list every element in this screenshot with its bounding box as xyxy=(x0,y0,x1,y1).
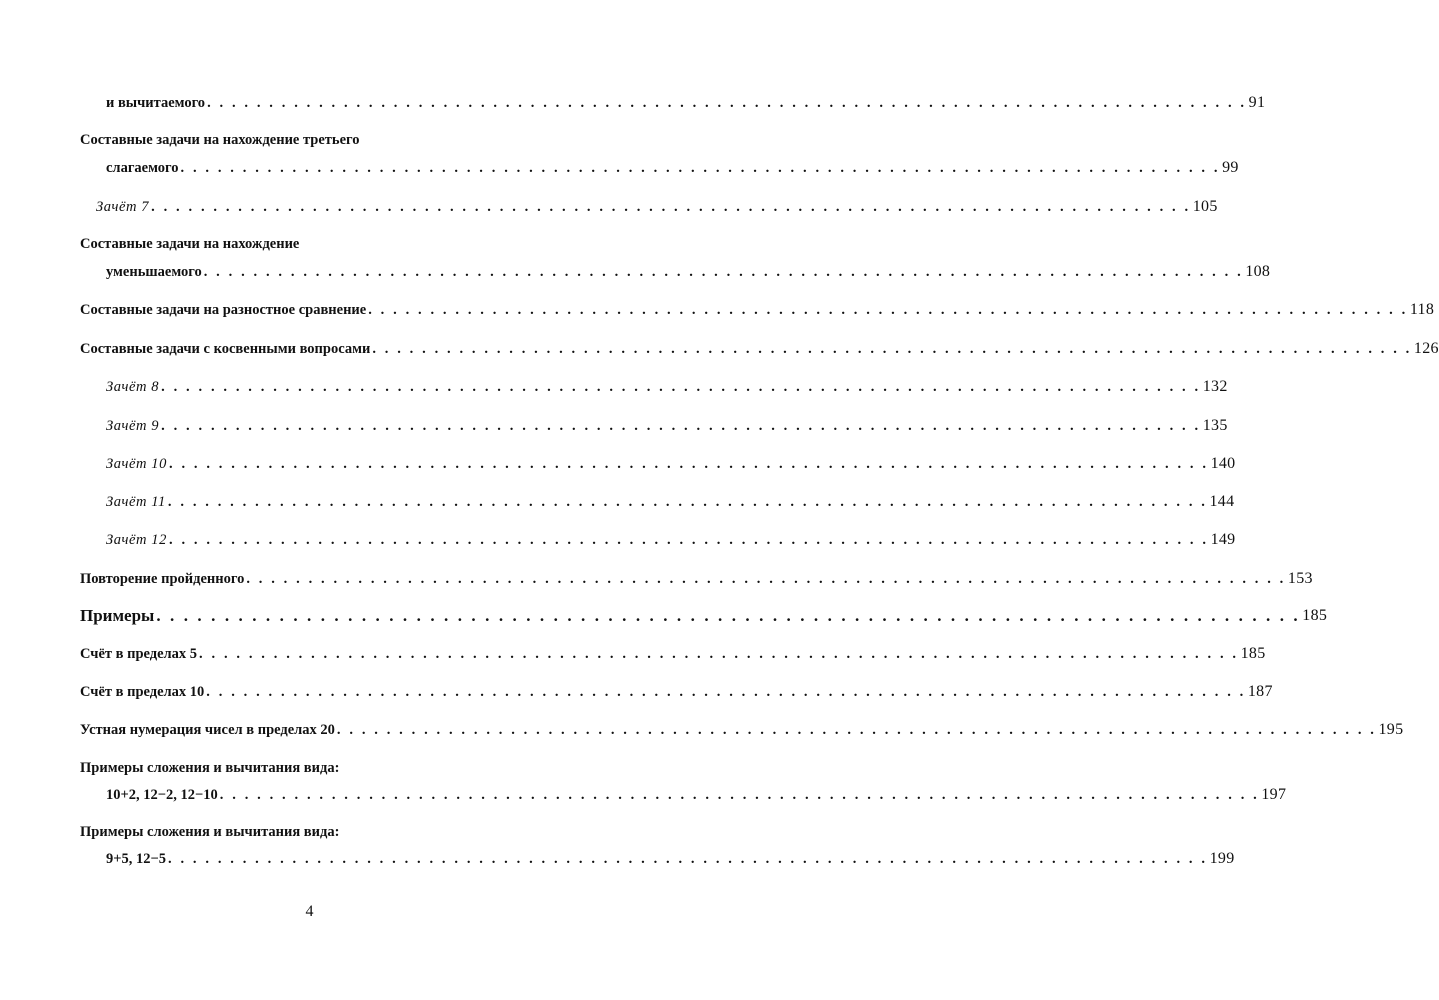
dot-leader: . . . . . . . . . . . . . . . . . . . . . . . . . . . . . . . . . . . . . . . . . . . . . . . . . . . . . . . . . . . . . . . . . . . . . . . . . . . . . . . . . . . . xyxy=(203,264,1244,280)
dot-leader: . . . . . . . . . . . . . . . . . . . . . . . . . . . . . . . . . . . . . . . . . . . . . . . . . . . . . . . . . . . . . . . . . . . . . . . . . . . . . . . . . . . . xyxy=(151,199,1191,215)
dot-leader: . . . . . . . . . . . . . . . . . . . . . . . . . . . . . . . . . . . . . . . . . . . . . . . . . . . . . . . . . . . . . . . . . . . . . . . . . . . . . . . . . . . . xyxy=(206,684,1246,700)
toc-entry-title: Счёт в пределах 10 xyxy=(80,684,205,700)
toc-entry[interactable] xyxy=(80,338,1439,358)
toc-entry[interactable] xyxy=(80,299,1435,319)
toc-entry-page: 126 xyxy=(1413,340,1439,357)
toc-entry-page: 91 xyxy=(1248,94,1266,111)
toc-entry[interactable] xyxy=(96,196,1218,216)
toc-entry[interactable] xyxy=(106,92,1266,112)
toc-entry[interactable] xyxy=(80,568,1313,588)
toc-entry[interactable] xyxy=(80,681,1273,701)
toc-entry-page: 149 xyxy=(1210,531,1236,548)
page-number: 4 xyxy=(305,903,314,920)
toc-entry-first-line: Примеры сложения и вычитания вида: xyxy=(80,824,340,840)
toc-entry-title: и вычитаемого xyxy=(106,95,206,111)
toc-entry-page: 197 xyxy=(1261,786,1287,803)
toc-entry-title: 9+5, 12−5 xyxy=(106,851,167,867)
dot-leader: . . . . . . . . . . . . . . . . . . . . . . . . . . . . . . . . . . . . . . . . . . . . . . . . . . . . . . . . . . . . . . . . . . . . . . . . . . . . . . . . . . . . xyxy=(336,722,1377,738)
toc-entry-page: 108 xyxy=(1245,263,1271,280)
dot-leader: . . . . . . . . . . . . . . . . . . . . . . . . . . . . . . . . . . . . . . . . . . . . . . . . . . . . . . . . . . . . . . . . . . . . . . . . . . . . . . . . . . . . xyxy=(207,95,1247,111)
toc-entry-page: 140 xyxy=(1210,455,1236,472)
toc-entry-page: 135 xyxy=(1202,417,1228,434)
toc-entry[interactable] xyxy=(80,719,1404,739)
toc-entry[interactable] xyxy=(106,261,1271,281)
toc-entry-title: уменьшаемого xyxy=(106,264,202,280)
toc-entry-title: Составные задачи на разностное сравнение xyxy=(80,302,367,318)
toc-entry-page: 185 xyxy=(1302,607,1328,624)
dot-leader: . . . . . . . . . . . . . . . . . . . . . . . . . . . . . . . . . . . . . . . . . . . . . . . . . . . . . . . . . . . . . . . . . . . . . . . . . . . . . . . . . . . . xyxy=(372,341,1412,357)
toc-entry-page: 185 xyxy=(1240,645,1266,662)
toc-entry-title: Повторение пройденного xyxy=(80,571,245,587)
toc-entry-title: Зачёт 7 xyxy=(96,199,150,215)
dot-leader: . . . . . . . . . . . . . . . . . . . . . . . . . . . . . . . . . . . . . . . . . . . . . . . . . . . . . . . . . . . . . . . . . . . . . . . . . . . . . . . . . . . . xyxy=(167,494,1208,510)
toc-entry-page: 105 xyxy=(1192,198,1218,215)
dot-leader: . . . . . . . . . . . . . . . . . . . . . . . . . . . . . . . . . . . . . . . . . . . . . . . . . . . . . . . . . . . . . . . . . . . . . . . . . . . . . . . . . . . . xyxy=(156,606,1301,625)
toc-entry-first-line: Примеры сложения и вычитания вида: xyxy=(80,760,340,776)
toc-entry[interactable] xyxy=(106,848,1235,868)
toc-entry-title: Зачёт 8 xyxy=(106,379,160,395)
toc-entry-page: 187 xyxy=(1247,683,1273,700)
toc-entry-title: Зачёт 9 xyxy=(106,418,160,434)
toc-entry-first-line: Составные задачи на нахождение xyxy=(80,236,300,252)
dot-leader: . . . . . . . . . . . . . . . . . . . . . . . . . . . . . . . . . . . . . . . . . . . . . . . . . . . . . . . . . . . . . . . . . . . . . . . . . . . . . . . . . . . . xyxy=(180,160,1221,176)
dot-leader: . . . . . . . . . . . . . . . . . . . . . . . . . . . . . . . . . . . . . . . . . . . . . . . . . . . . . . . . . . . . . . . . . . . . . . . . . . . . . . . . . . . . xyxy=(368,302,1408,318)
toc-entry-page: 144 xyxy=(1209,493,1235,510)
toc-entry-page: 99 xyxy=(1222,159,1239,176)
toc-entry-page: 153 xyxy=(1287,570,1313,587)
toc-entry-title: Счёт в пределах 5 xyxy=(80,646,198,662)
toc-entry-first-line: Составные задачи на нахождение третьего xyxy=(80,132,360,148)
dot-leader: . . . . . . . . . . . . . . . . . . . . . . . . . . . . . . . . . . . . . . . . . . . . . . . . . . . . . . . . . . . . . . . . . . . . . . . . . . . . . . . . . . . . xyxy=(169,456,1209,472)
dot-leader: . . . . . . . . . . . . . . . . . . . . . . . . . . . . . . . . . . . . . . . . . . . . . . . . . . . . . . . . . . . . . . . . . . . . . . . . . . . . . . . . . . . . xyxy=(199,646,1239,662)
toc-entry[interactable] xyxy=(106,491,1235,511)
toc-section-title: Примеры xyxy=(80,606,155,625)
dot-leader: . . . . . . . . . . . . . . . . . . . . . . . . . . . . . . . . . . . . . . . . . . . . . . . . . . . . . . . . . . . . . . . . . . . . . . . . . . . . . . . . . . . . xyxy=(168,851,1208,867)
toc-entry-title: слагаемого xyxy=(106,160,179,176)
toc-entry[interactable] xyxy=(106,415,1228,435)
toc-entry-page: 118 xyxy=(1409,301,1435,318)
dot-leader: . . . . . . . . . . . . . . . . . . . . . . . . . . . . . . . . . . . . . . . . . . . . . . . . . . . . . . . . . . . . . . . . . . . . . . . . . . . . . . . . . . . . xyxy=(219,787,1260,803)
toc-section[interactable] xyxy=(80,605,1328,625)
toc-entry-title: Зачёт 12 xyxy=(106,532,167,548)
toc-entry[interactable] xyxy=(80,643,1266,663)
toc-entry-page: 195 xyxy=(1378,721,1404,738)
toc-entry-title: Зачёт 10 xyxy=(106,456,167,472)
toc-entry[interactable] xyxy=(106,453,1236,473)
toc-entry[interactable] xyxy=(106,529,1236,549)
dot-leader: . . . . . . . . . . . . . . . . . . . . . . . . . . . . . . . . . . . . . . . . . . . . . . . . . . . . . . . . . . . . . . . . . . . . . . . . . . . . . . . . . . . . xyxy=(169,532,1209,548)
dot-leader: . . . . . . . . . . . . . . . . . . . . . . . . . . . . . . . . . . . . . . . . . . . . . . . . . . . . . . . . . . . . . . . . . . . . . . . . . . . . . . . . . . . . xyxy=(246,571,1286,587)
toc-entry[interactable] xyxy=(106,376,1228,396)
toc-entry-title: 10+2, 12−2, 12−10 xyxy=(106,787,218,803)
toc-entry-title: Зачёт 11 xyxy=(106,494,166,510)
toc-entry-title: Составные задачи с косвенными вопросами xyxy=(80,341,371,357)
dot-leader: . . . . . . . . . . . . . . . . . . . . . . . . . . . . . . . . . . . . . . . . . . . . . . . . . . . . . . . . . . . . . . . . . . . . . . . . . . . . . . . . . . . . xyxy=(161,418,1201,434)
toc-entry-page: 199 xyxy=(1209,850,1235,867)
toc-entry[interactable] xyxy=(106,157,1239,177)
toc-entry-page: 132 xyxy=(1202,378,1228,395)
toc-entry[interactable] xyxy=(106,784,1287,804)
dot-leader: . . . . . . . . . . . . . . . . . . . . . . . . . . . . . . . . . . . . . . . . . . . . . . . . . . . . . . . . . . . . . . . . . . . . . . . . . . . . . . . . . . . . xyxy=(161,379,1201,395)
toc-entry-title: Устная нумерация чисел в пределах 20 xyxy=(80,722,335,738)
